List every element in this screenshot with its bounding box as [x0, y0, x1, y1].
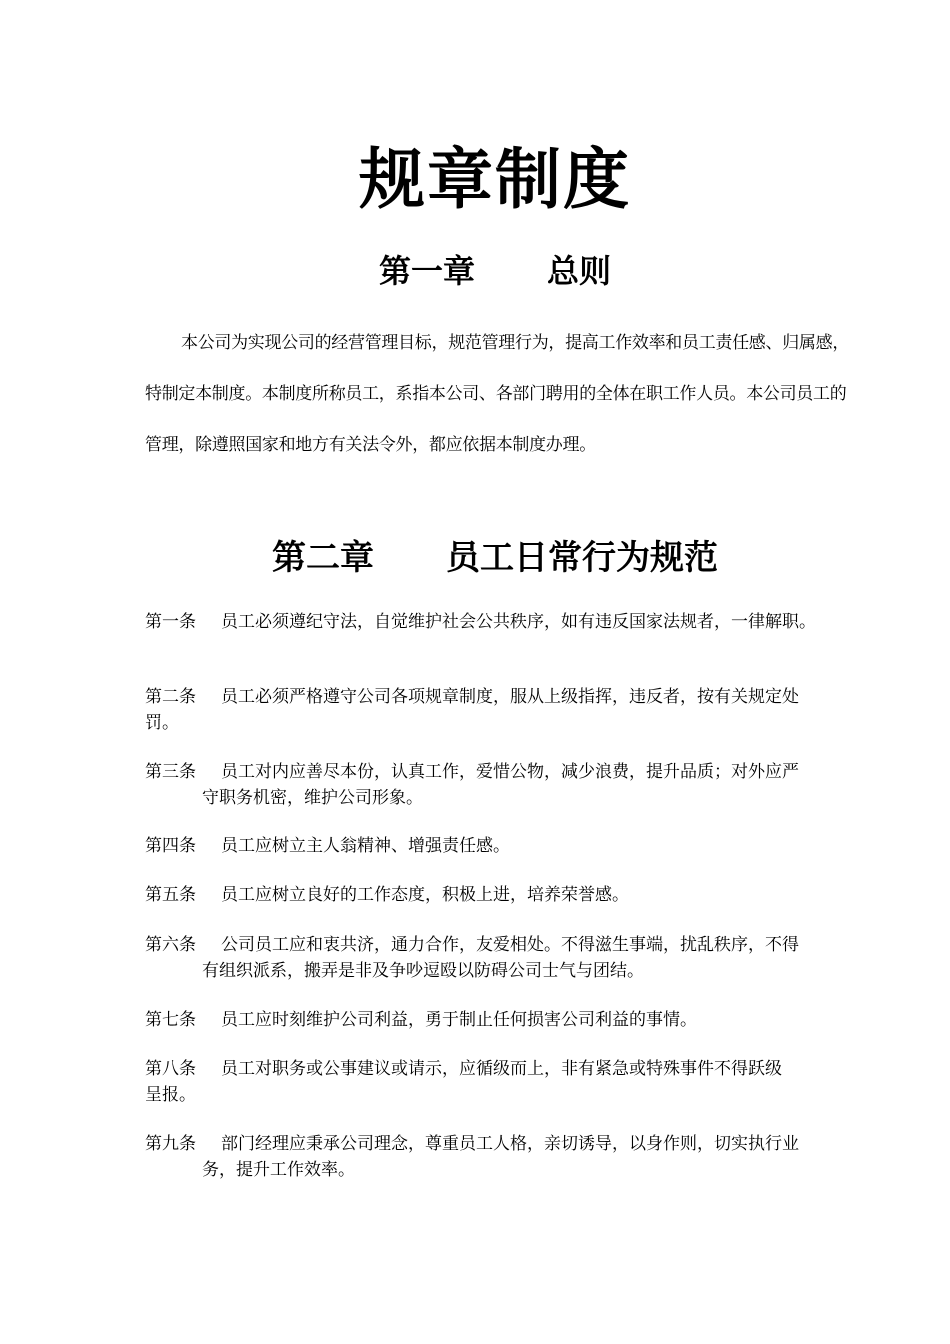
article-text-cont: 守职务机密，维护公司形象。	[202, 788, 423, 808]
article-text: 员工应树立良好的工作态度，积极上进，培养荣誉感。	[221, 885, 629, 905]
article-number: 第五条	[145, 885, 196, 905]
article-4	[145, 833, 860, 859]
chapter-1-name: 总则	[547, 252, 612, 290]
article-text: 员工应时刻维护公司利益，勇于制止任何损害公司利益的事情。	[221, 1010, 697, 1030]
document-title: 规章制度	[359, 141, 631, 218]
intro-line: 为实现公司的经营管理目标，规范管理行为，提高工作效率和员工责任感、	[231, 333, 783, 353]
chapter-2-number: 第二章	[272, 538, 374, 578]
article-text-cont: 务，提升工作效率。	[202, 1160, 355, 1180]
article-number: 第三条	[145, 762, 196, 782]
chapter-1-intro	[145, 318, 857, 471]
article-2	[145, 684, 860, 736]
article-number: 第九条	[145, 1134, 196, 1154]
article-7	[145, 1007, 860, 1033]
article-text-cont: 罚。	[145, 713, 179, 733]
intro-lead: 本公司	[181, 333, 232, 353]
intro-line: 员。本公司员工的管理，除遵照国家和地方有关法令外，都应依据本制度办理。	[145, 384, 847, 455]
article-text: 员工必须严格遵守公司各项规章制度，服从上级指挥，违反者，按有关规定处	[221, 687, 799, 707]
article-text: 公司员工应和衷共济，通力合作，友爱相处。不得滋生事端，扰乱秩序，不得	[221, 935, 799, 955]
article-3	[145, 759, 860, 811]
article-5	[145, 882, 860, 908]
article-number: 第六条	[145, 935, 196, 955]
article-9	[145, 1131, 860, 1183]
article-number: 第四条	[145, 836, 196, 856]
chapter-2-heading	[0, 538, 950, 579]
article-number: 第一条	[145, 612, 196, 632]
article-8	[145, 1056, 860, 1108]
article-text-cont: 有组织派系，搬弄是非及争吵逗殴以防碍公司士气与团结。	[202, 961, 644, 981]
article-text: 员工必须遵纪守法，自觉维护社会公共秩序，如有违反国家法规者，一律解职。	[221, 612, 816, 632]
article-number: 第八条	[145, 1059, 196, 1079]
article-text: 部门经理应秉承公司理念，尊重员工人格，亲切诱导，以身作则，切实执行业	[221, 1134, 799, 1154]
intro-line: 归属感，特制定本制度。本制度所称员工，系指本公司、各部门聘用的全体在职工作人	[145, 333, 850, 404]
article-1	[145, 609, 860, 635]
chapter-2-name: 员工日常行为规范	[446, 538, 718, 578]
chapter-1-number: 第一章	[378, 252, 475, 290]
article-text: 员工对内应善尽本份，认真工作，爱惜公物，减少浪费，提升品质；对外应严	[221, 762, 799, 782]
article-number: 第二条	[145, 687, 196, 707]
article-6	[145, 932, 860, 984]
chapter-1-heading	[0, 252, 950, 290]
article-text: 员工应树立主人翁精神、增强责任感。	[221, 836, 510, 856]
article-text-cont: 呈报。	[145, 1085, 196, 1105]
article-number: 第七条	[145, 1010, 196, 1030]
article-text: 员工对职务或公事建议或请示，应循级而上，非有紧急或特殊事件不得跃级	[221, 1059, 782, 1079]
